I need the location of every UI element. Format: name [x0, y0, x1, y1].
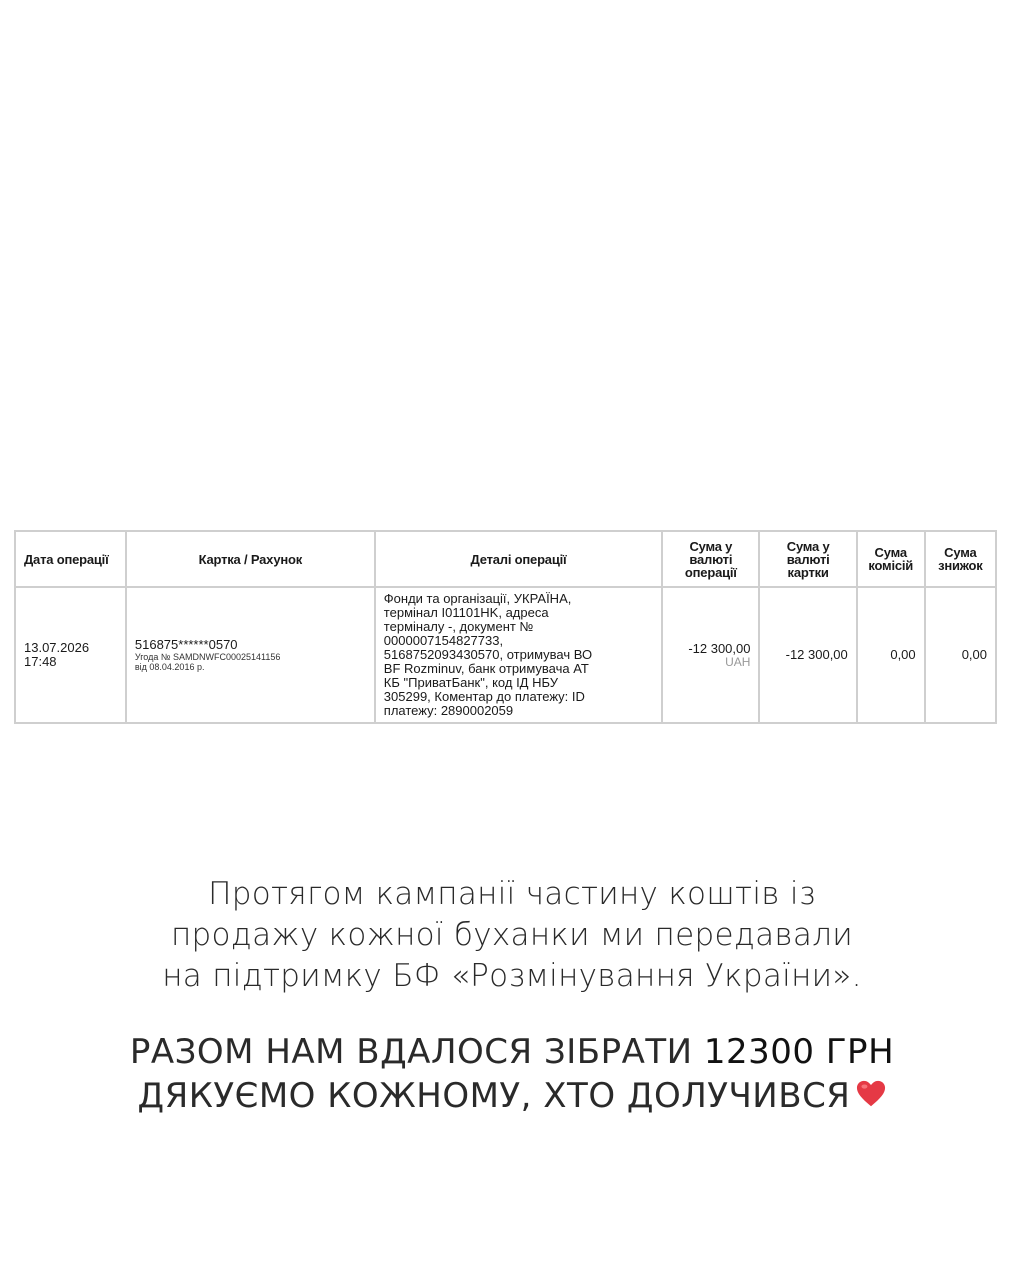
thanks-line: ДЯКУЄМО КОЖНОМУ, ХТО ДОЛУЧИВСЯ — [0, 1074, 1024, 1118]
table-row — [15, 587, 996, 723]
total-amount: 12300 ГРН — [703, 1032, 895, 1072]
cell-amount-operation — [662, 587, 759, 723]
red-heart-icon — [856, 1079, 886, 1109]
agreement-date: від 08.04.2016 р. — [134, 662, 205, 672]
operation-time: 17:48 — [24, 654, 57, 669]
header-discount: Сума знижок — [925, 531, 996, 587]
amount-operation: -12 300,00 — [688, 641, 751, 656]
agreement-number: Угода № SAMDNWFC00025141156 — [134, 652, 281, 662]
total-raised-line: РАЗОМ НАМ ВДАЛОСЯ ЗІБРАТИ 12300 ГРН — [129, 1032, 895, 1072]
thank-you-message — [0, 1030, 1024, 1118]
header-details: Деталі операції — [375, 531, 662, 587]
currency-label: UAH — [725, 655, 751, 669]
cell-card — [126, 587, 375, 723]
operation-date: 13.07.2026 — [24, 640, 90, 655]
header-card: Картка / Рахунок — [126, 531, 375, 587]
header-amount-card: Сума у валюті картки — [759, 531, 856, 587]
header-date: Дата операції — [15, 531, 126, 587]
cell-fee: 0,00 — [857, 587, 925, 723]
cell-discount: 0,00 — [925, 587, 996, 723]
table-header-row — [15, 531, 996, 587]
header-amount-operation: Сума у валюті операції — [662, 531, 759, 587]
card-number: 516875******0570 — [134, 637, 238, 652]
transaction-table — [14, 530, 997, 724]
campaign-description: Протягом кампанії частину коштів із продажу кожної буханки ми передавали на підтримку БФ «Розмінування України». — [162, 876, 862, 994]
cell-date — [15, 587, 126, 723]
cell-details: Фонди та організації, УКРАЇНА, термінал I01101HK, адреса терміналу -, документ № 0000007154827733, 5168752093430570, отримувач ВО BF Rozminuv, банк отримувача АТ КБ "ПриватБанк", код ІД НБУ 305299, Коментар до платежу: ID платежу: 2890002059 — [375, 587, 662, 723]
cell-amount-card: -12 300,00 — [759, 587, 856, 723]
header-fee: Сума комісій — [857, 531, 925, 587]
